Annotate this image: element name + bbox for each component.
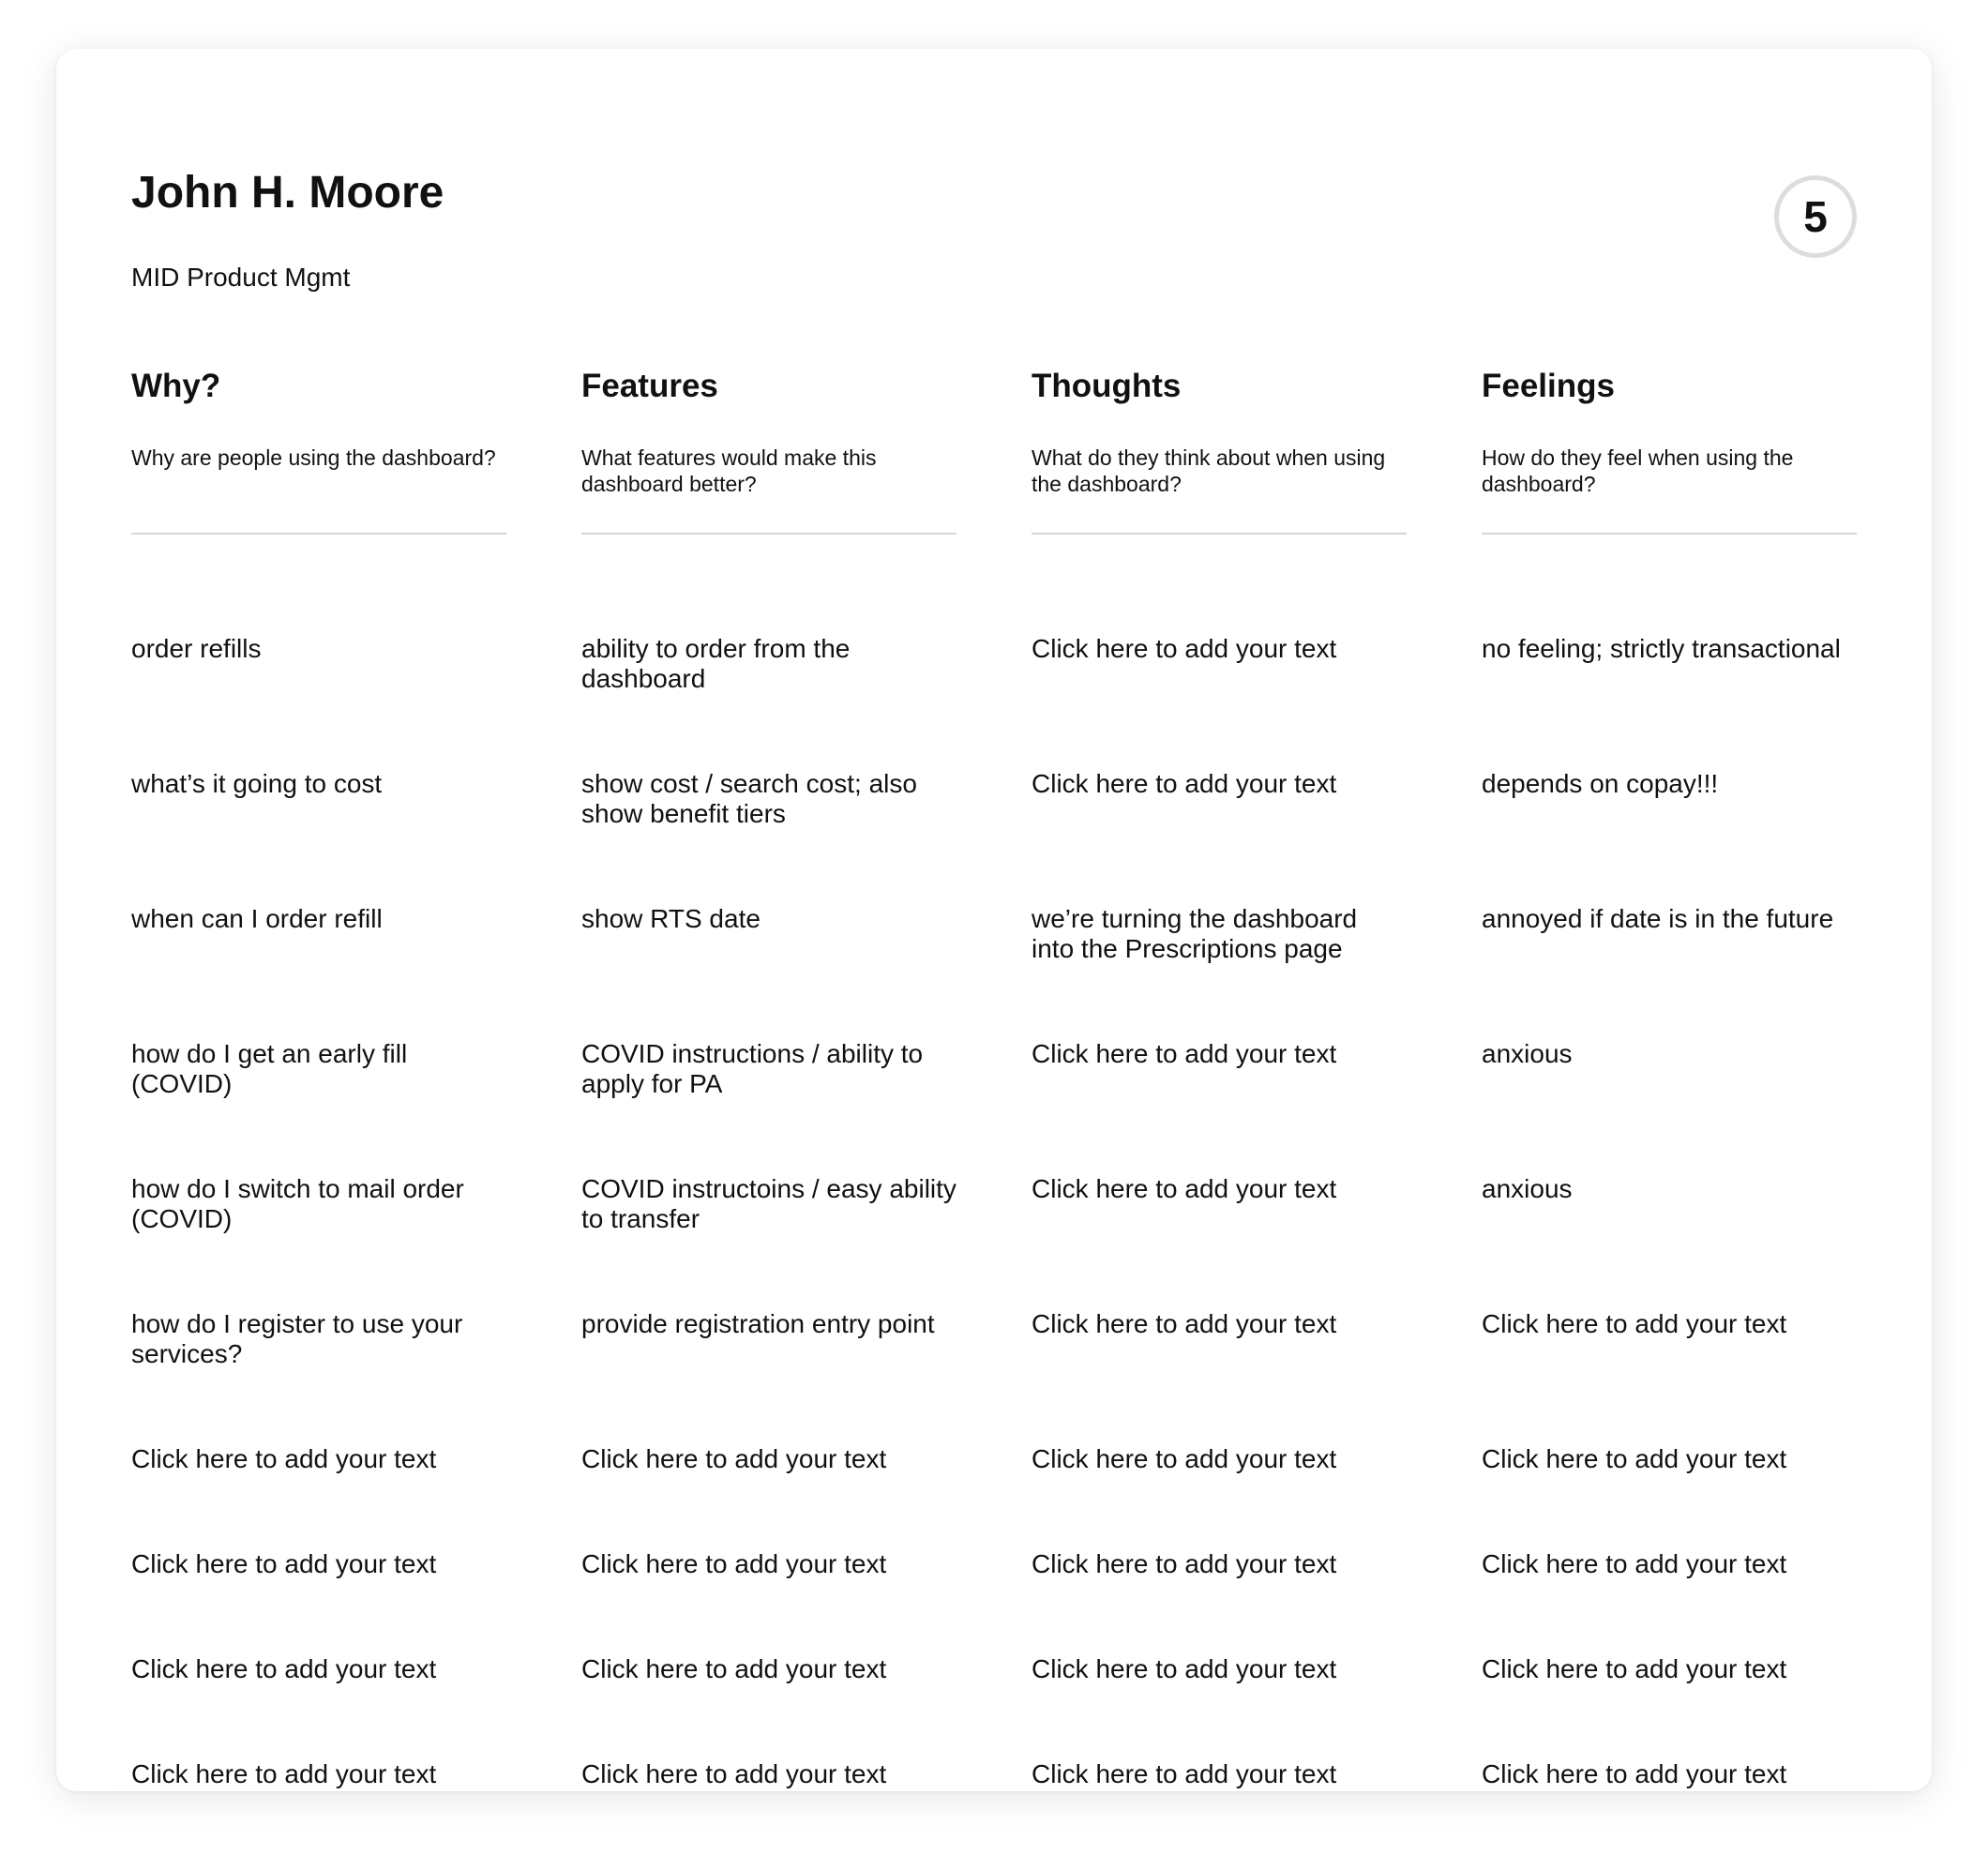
text-cell[interactable]: Click here to add your text [1032,1444,1337,1473]
column-title: Why? [131,368,221,404]
person-department: MID Product Mgmt [131,263,351,292]
text-cell[interactable]: Click here to add your text [1032,1039,1337,1068]
text-cell[interactable]: Click here to add your text [1482,1654,1787,1683]
person-name: John H. Moore [131,168,444,218]
text-cell[interactable]: Click here to add your text [131,1759,437,1788]
column-divider [581,533,956,535]
column-description: What do they think about when using the dashboard? [1032,445,1386,496]
text-cell[interactable]: annoyed if date is in the future [1482,904,1834,933]
text-cell[interactable]: how do I register to use your services? [131,1309,463,1368]
column-description: What features would make this dashboard better? [581,445,877,496]
text-cell[interactable]: Click here to add your text [581,1654,887,1683]
text-cell[interactable]: we’re turning the dashboard into the Prescriptions page [1032,904,1358,963]
number-badge: 5 [1774,175,1857,258]
text-cell[interactable]: anxious [1482,1174,1573,1203]
text-cell[interactable]: Click here to add your text [581,1444,887,1473]
text-cell[interactable]: Click here to add your text [1032,769,1337,798]
text-cell[interactable]: Click here to add your text [1032,1549,1337,1578]
text-cell[interactable]: Click here to add your text [1482,1759,1787,1788]
text-cell[interactable]: Click here to add your text [1032,1759,1337,1788]
text-cell[interactable]: order refills [131,634,262,663]
text-cell[interactable]: COVID instructoins / easy ability to transfer [581,1174,956,1233]
text-cell[interactable]: how do I get an early fill (COVID) [131,1039,408,1098]
text-cell[interactable]: COVID instructions / ability to apply for PA [581,1039,924,1098]
text-cell[interactable]: no feeling; strictly transactional [1482,634,1841,663]
text-cell[interactable]: show RTS date [581,904,761,933]
text-cell[interactable]: depends on copay!!! [1482,769,1719,798]
text-cell[interactable]: Click here to add your text [1482,1549,1787,1578]
column-description: Why are people using the dashboard? [131,445,496,470]
text-cell[interactable]: ability to order from the dashboard [581,634,851,693]
text-cell[interactable]: Click here to add your text [1482,1309,1787,1338]
text-cell[interactable]: Click here to add your text [131,1654,437,1683]
text-cell[interactable]: show cost / search cost; also show benefit tiers [581,769,917,828]
column-title: Feelings [1482,368,1615,404]
text-cell[interactable]: anxious [1482,1039,1573,1068]
text-cell[interactable]: what’s it going to cost [131,769,383,798]
column-title: Thoughts [1032,368,1182,404]
text-cell[interactable]: Click here to add your text [131,1549,437,1578]
text-cell[interactable]: when can I order refill [131,904,383,933]
text-cell[interactable]: Click here to add your text [1032,1174,1337,1203]
text-cell[interactable]: Click here to add your text [1482,1444,1787,1473]
text-cell[interactable]: Click here to add your text [1032,1654,1337,1683]
text-cell[interactable]: Click here to add your text [1032,1309,1337,1338]
column-divider [1482,533,1857,535]
empathy-map-card [56,49,1932,1791]
column-divider [131,533,506,535]
text-cell[interactable]: Click here to add your text [581,1549,887,1578]
text-cell[interactable]: provide registration entry point [581,1309,935,1338]
text-cell[interactable]: Click here to add your text [131,1444,437,1473]
text-cell[interactable]: Click here to add your text [1032,634,1337,663]
text-cell[interactable]: how do I switch to mail order (COVID) [131,1174,464,1233]
column-description: How do they feel when using the dashboard? [1482,445,1794,496]
column-title: Features [581,368,718,404]
column-divider [1032,533,1407,535]
text-cell[interactable]: Click here to add your text [581,1759,887,1788]
